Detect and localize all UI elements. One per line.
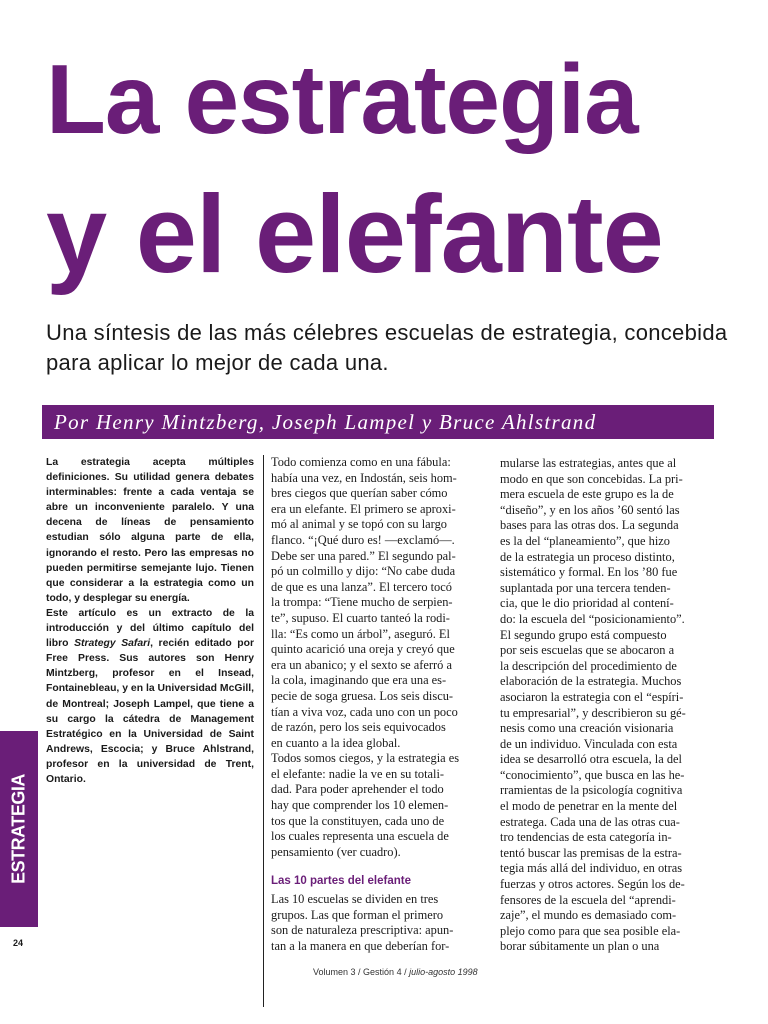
text-line: Debe ser una pared.” El segundo pal- (271, 548, 456, 563)
intro-paragraph-2 (46, 606, 254, 787)
text-line: nesis como una creación visionaria (500, 721, 674, 736)
text-line: bres ciegos que querían saber cómo (271, 486, 448, 501)
book-title: Strategy Safari (74, 638, 151, 650)
text-line: fuerzas y otros actores. Según los de- (500, 877, 685, 892)
text-line: es la del “planeamiento”, que hizo (500, 533, 670, 548)
text-line: dad. Para poder aprehender el todo (271, 782, 444, 797)
column-divider (263, 455, 264, 1007)
intro-summary (46, 455, 254, 787)
issue-footer (313, 967, 478, 977)
text-line: tro tendencias de esta categoría in- (500, 830, 672, 845)
section-tab (0, 731, 38, 927)
text-line: quinto acarició una oreja y creyó que (271, 642, 455, 657)
text-line: de la estrategia un proceso distinto, (500, 549, 675, 564)
text-line: de razón, pero los seis equivocados (271, 720, 446, 735)
text-line: lla: “Es como un árbol”, aseguró. El (271, 626, 450, 641)
section-label: ESTRATEGIA (8, 774, 29, 884)
text-line: El segundo grupo está compuesto (500, 627, 667, 642)
page-number: 24 (13, 938, 24, 948)
byline: Por Henry Mintzberg, Joseph Lampel y Bruce Ahlstrand (54, 410, 597, 434)
intro-p2-text: Este artículo es un extracto de la introducción y del último capítulo del libro (46, 607, 254, 650)
text-line: “conocimiento”, que busca en las he- (500, 767, 685, 782)
text-line: cia, que le dio prioridad al contení- (500, 596, 674, 611)
text-line: bases para las otras dos. La segunda (500, 518, 679, 533)
text-line: los cuales representa una escuela de (271, 829, 449, 844)
text-line: grupos. Las que forman el primero (271, 907, 444, 922)
text-line: la descripción del procedimiento de (500, 658, 677, 673)
text-line: el modo de penetrar en la mente del (500, 799, 678, 814)
text-line: plejo como para que sea posible ela- (500, 923, 681, 938)
text-line: la cola, imaginando que era una es- (271, 673, 447, 688)
text-line: era un elefante. El primero se aproxi- (271, 501, 456, 516)
text-line: era un abanico; y el sexto se aferró a (271, 657, 452, 672)
footer-volume: Volumen 3 (313, 967, 356, 977)
text-line: rramientas de la psicología cognitiva (500, 783, 683, 798)
text-line: mó al animal y se topó con su largo (271, 517, 447, 532)
text-line: Las 10 escuelas se dividen en tres (271, 892, 439, 907)
footer-period: julio-agosto 1998 (409, 967, 478, 977)
column-2-lines-continued (271, 892, 481, 954)
text-line: había una vez, en Indostán, seis hom- (271, 470, 457, 485)
column-2-lines (271, 455, 481, 860)
section-subheading: Las 10 partes del elefante (271, 875, 411, 888)
text-line: zaje”, el mundo es demasiado com- (500, 908, 677, 923)
text-line: idea se desarrolló otra escuela, la del (500, 752, 682, 767)
text-line: en cuanto a la idea global. (271, 735, 401, 750)
text-line: el elefante: nadie la ve en su totali- (271, 766, 445, 781)
text-line: tos que la constituyen, cada uno de (271, 813, 445, 828)
text-line: son de naturaleza prescriptiva: apun- (271, 923, 454, 938)
text-line: sistemático y formal. En los ’80 fue (500, 565, 678, 580)
text-line: tegia más allá del individuo, en otras (500, 861, 683, 876)
text-line: elaboración de la estrategia. Muchos (500, 674, 682, 689)
text-line: Todo comienza como en una fábula: (271, 455, 451, 469)
footer-separator: / (401, 967, 410, 977)
text-line: mularse las estrategias, antes que al (500, 456, 677, 470)
text-line: de un individuo. Vinculada con esta (500, 736, 678, 751)
footer-separator: / (355, 967, 364, 977)
text-line: estratega. Cada una de las otras cua- (500, 814, 680, 829)
body-column-3 (500, 456, 710, 955)
text-line: la trompa: “Tiene mucho de serpien- (271, 595, 453, 610)
intro-paragraph-1: La estrategia acepta múltiples definiciones. Su utilidad genera debates interminables: frente a cada ventaja se abre un inconveniente paralelo. Y una decena de líneas de pensamiento estudian sólo alguna parte de ella, ignorando el resto. Pero las empresas no pueden permitirse semejante lujo. Tienen que considerar a la estrategia como un todo, y desplegar su energía. (46, 457, 254, 604)
text-line: tentó buscar las premisas de la estra- (500, 845, 682, 860)
text-line: flanco. “¡Qué duro es! —exclamó—. (271, 532, 455, 547)
text-line: pensamiento (ver cuadro). (271, 844, 401, 859)
text-line: pecie de soga gruesa. Los seis discu- (271, 688, 454, 703)
text-line: por seis escuelas que se abocaron a (500, 643, 675, 658)
footer-issue: Gestión 4 (363, 967, 402, 977)
text-line: tu empresarial”, y describieron su gé- (500, 705, 686, 720)
text-line: suplantada por una tercera tenden- (500, 580, 671, 595)
body-column-2 (271, 455, 481, 954)
text-line: tían a viva voz, cada uno con un poco (271, 704, 458, 719)
text-line: borar súbitamente un plan o una (500, 939, 660, 954)
text-line: “diseño”, y en los años ’60 sentó las (500, 502, 680, 517)
text-line: Todos somos ciegos, y la estrategia es (271, 751, 460, 766)
text-line: pó un colmillo y dijo: “No cabe duda (271, 564, 456, 579)
text-line: fensores de la escuela del “aprendi- (500, 892, 676, 907)
text-line: te”, supuso. El cuarto tanteó la rodi- (271, 610, 450, 625)
text-line: asociaron la estrategia con el “espíri- (500, 689, 684, 704)
title-line-1: La estrategia (46, 44, 638, 154)
text-line: tan a la manera en que deberían for- (271, 938, 450, 953)
text-line: do: la escuela del “posicionamiento”. (500, 611, 685, 626)
text-line: modo en que son concebidas. La pri- (500, 471, 683, 486)
intro-p2-text-end: , recién editado por Free Press. Sus autores son Henry Mintzberg, profesor en el Insead, Fontainebleau, y en la Universidad McGill, de Montreal; Joseph Lampel, que tiene a su cargo la cátedra de Management Estratégico en la Universidad de Saint Andrews, Escocia; y Bruce Ahlstrand, profesor en la universidad de Trent, Ontario. (46, 638, 254, 785)
text-line: de que es una lanza”. El tercero tocó (271, 579, 452, 594)
subtitle: Una síntesis de las más célebres escuelas de estrategia, concebida para aplicar lo mejor de cada una. (46, 320, 728, 375)
text-line: mera escuela de este grupo es la de (500, 487, 674, 502)
byline-bar (42, 405, 714, 439)
title-line-2: y el elefante (46, 173, 663, 296)
text-line: hay que comprender los 10 elemen- (271, 798, 449, 813)
